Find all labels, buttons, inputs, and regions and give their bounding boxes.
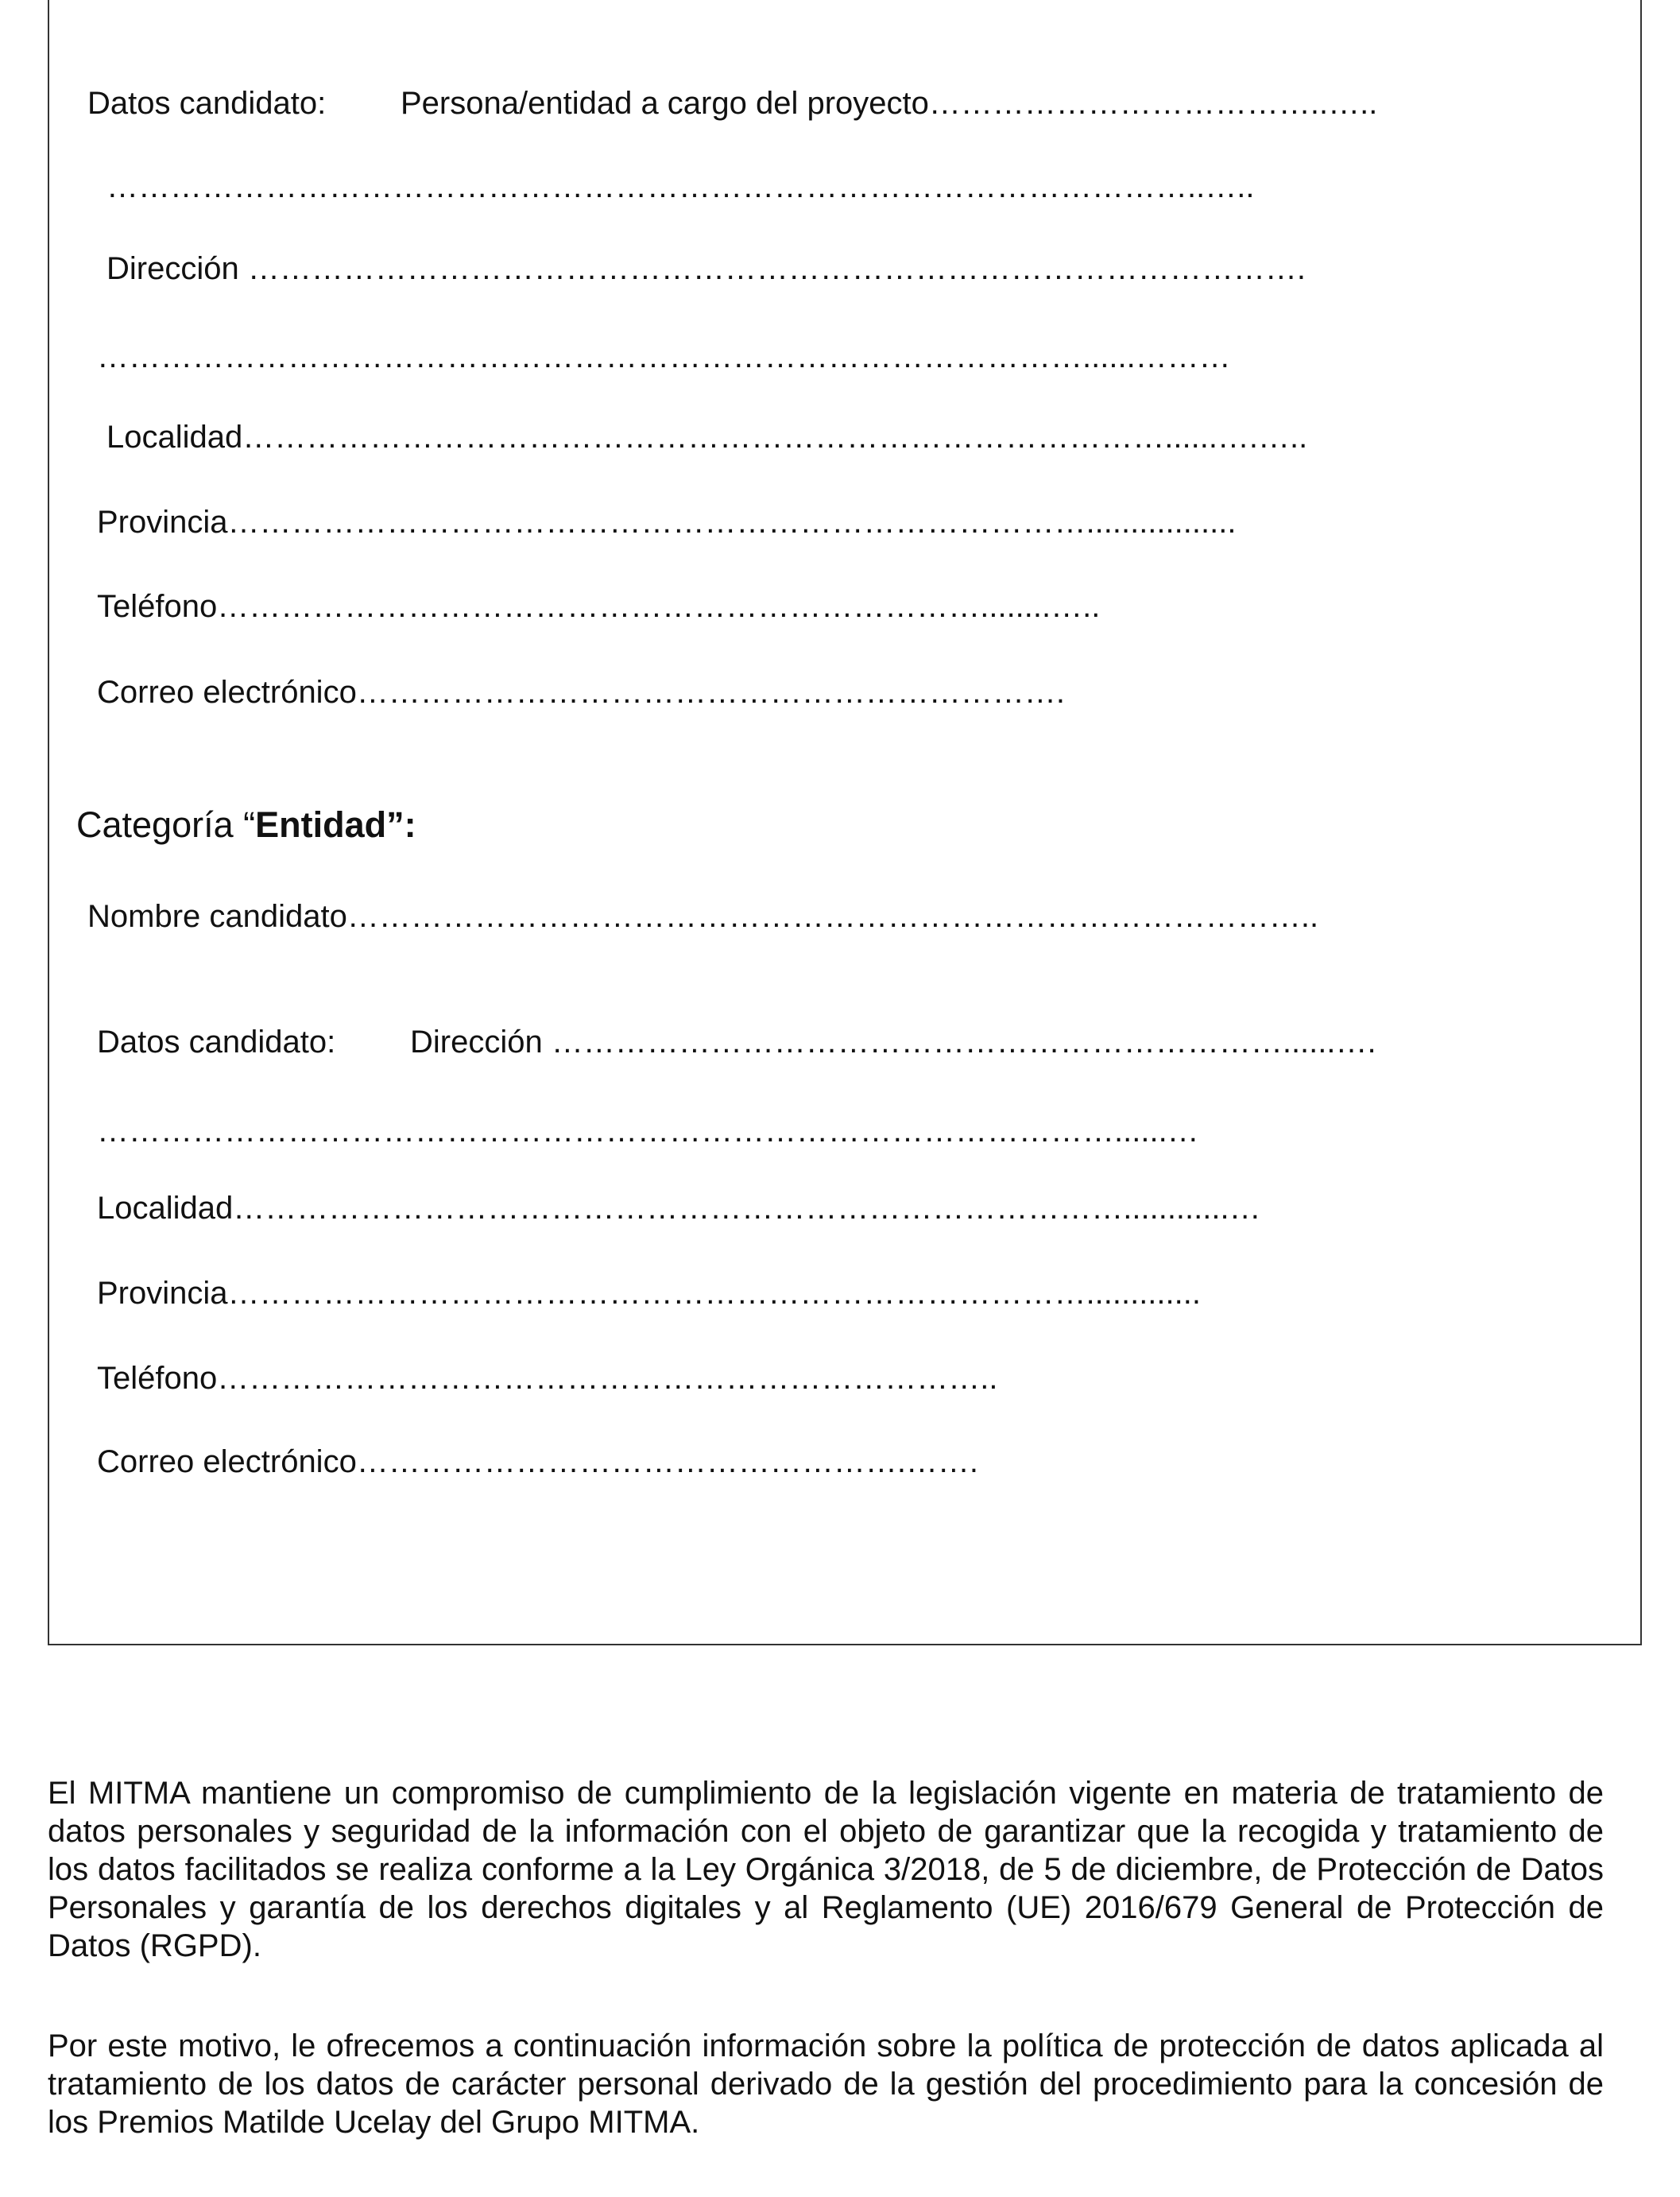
entity-correo-field[interactable]: Correo electrónico…………………………………………….……. [97, 1444, 979, 1479]
person-persona-field[interactable]: Persona/entidad a cargo del proyecto………………………………..….. [401, 86, 1378, 121]
entity-telefono-field[interactable]: Teléfono……………………………………………………………….. [97, 1361, 998, 1396]
person-localidad-field[interactable]: Localidad……………………………………………………………………………......….….. [106, 420, 1308, 455]
entity-direccion-field[interactable]: Dirección ……………………………………………………………......…. [410, 1025, 1376, 1060]
category-prefix: Categoría “ [76, 804, 256, 845]
person-telefono-field[interactable]: Teléfono………………………………………………………………........….. [97, 589, 1101, 624]
entity-datos-candidato-label: Datos candidato: [97, 1025, 336, 1060]
person-continuation-field[interactable]: …………………………………………………………………………………………..….. [106, 169, 1255, 204]
person-provincia-field[interactable]: Provincia………………………………………………………………………................. [97, 505, 1237, 540]
entity-localidad-field[interactable]: Localidad…………………………………………………………………………............… [97, 1191, 1261, 1226]
entity-provincia-field[interactable]: Provincia………………………………………………………………………............. [97, 1276, 1201, 1311]
person-datos-candidato-label: Datos candidato: [87, 86, 327, 121]
person-direccion-continuation-field[interactable]: …………………………………………………………………………………......……… [97, 339, 1231, 374]
person-correo-field[interactable]: Correo electrónico…………………………………………………………. [97, 675, 1065, 710]
entity-direccion-continuation-field[interactable]: ……………………………………………………………………………………......… [97, 1114, 1199, 1149]
person-direccion-field[interactable]: Dirección ………………………………………………………………………………………. [106, 251, 1306, 286]
category-bold: Entidad”: [255, 804, 416, 845]
entity-category-heading [76, 803, 416, 847]
entity-nombre-field[interactable]: Nombre candidato……………………………………………………………………………….. [87, 899, 1319, 934]
privacy-paragraph-1: El MITMA mantiene un compromiso de cumplimiento de la legislación vigente en materia de tratamiento de datos personales y seguridad de la información con el objeto de garantizar que la recogida y tratamiento de los datos facilitados se realiza conforme a la Ley Orgánica 3/2018, de 5 de diciembre, de Protección de Datos Personales y garantía de los derechos digitales y al Reglamento (UE) 2016/679 General de Protección de Datos (RGPD). [48, 1776, 1604, 1963]
privacy-paragraph-2: Por este motivo, le ofrecemos a continuación información sobre la política de protección de datos aplicada al tratamiento de los datos de carácter personal derivado de la gestión del procedimiento para la concesión de los Premios Matilde Ucelay del Grupo MITMA. [48, 2028, 1604, 2140]
